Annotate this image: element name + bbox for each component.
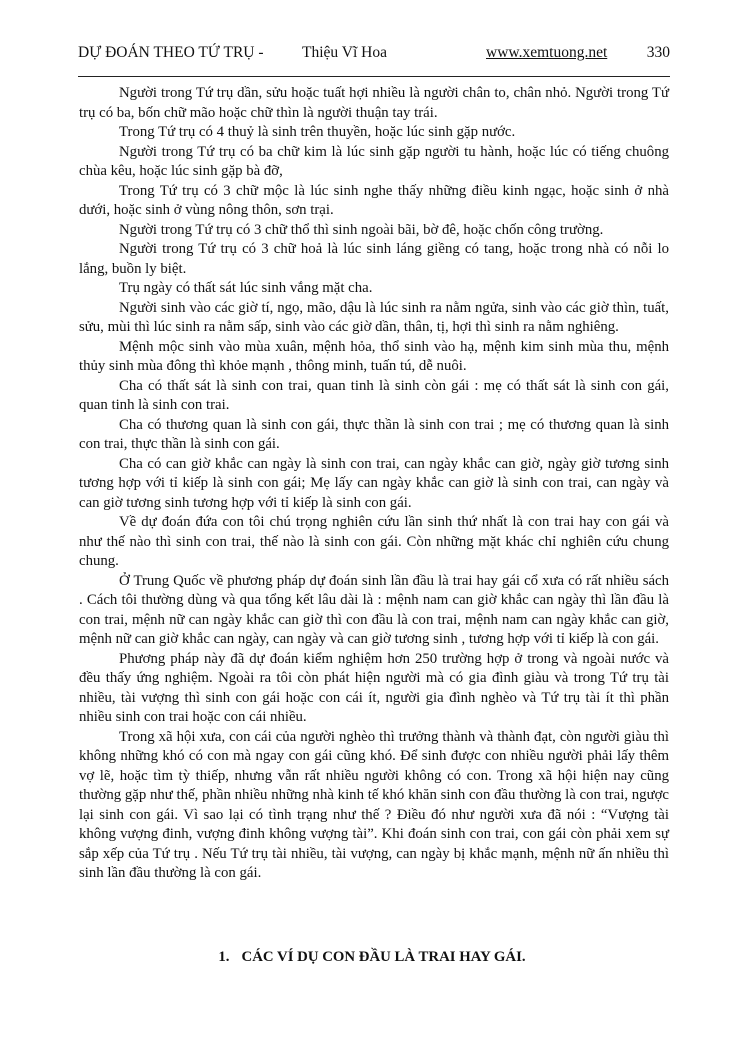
book-title: DỰ ĐOÁN THEO TỨ TRỤ - — [78, 44, 264, 61]
paragraph: Người trong Tứ trụ có 3 chữ thổ thì sinh ngoài bãi, bờ đê, hoặc chốn công trường. — [119, 221, 604, 238]
paragraph: Người trong Tứ trụ có ba chữ kim là lúc sinh gặp người tu hành, hoặc lúc có tiếng chuông chùa kêu, hoặc lúc sinh gặp bà đỡ, — [79, 143, 669, 179]
paragraph: Ở Trung Quốc về phương pháp dự đoán sinh lần đầu là trai hay gái cổ xưa có rất nhiều sách . Cách tôi thường dùng và qua tổng kết lâu dài là : mệnh nam can giờ khắc can ngày thì lần đầu là con trai, mệnh nữ can ngày khắc can giờ thì con đầu là con trai, mệnh nam can ngày khắc can giờ, mệnh nữ can giờ khắc can ngày, can ngày và can giờ tương sinh , tương hợp với tỉ kiếp là con gái. — [79, 572, 669, 647]
paragraph: Phương pháp này đã dự đoán kiểm nghiệm hơn 250 trường hợp ở trong và ngoài nước và đều thấy ứng nghiệm. Ngoài ra tôi còn phát hiện người mà có gia đình giàu và trong Tứ trụ tài nhiều, tài vượng thì sinh con gái hoặc con cái ít, người gia đình nghèo và Tứ trụ tài ít thì phần nhiều sinh con trai hoặc con cái nhiều. — [79, 650, 669, 725]
website-link[interactable]: www.xemtuong.net — [486, 44, 608, 61]
paragraph: Trong xã hội xưa, con cái của người nghèo thì trưởng thành và thành đạt, còn người giàu thì không những khó có con mà ngay con gái cũng khó. Để sinh được con nhiều người phải lấy thêm vợ lẽ, hoặc tìm tỳ thiếp, nhưng vẫn rất nhiều người không có con. Trong xã hội hiện nay cũng thường gặp như thế, phần nhiều những nhà kinh tế khó khăn sinh con đầu thường là con trai, ngược lại sinh con gái. Vì sao lại có tình trạng như thế ? Điều đó như người xưa đã nói : “Vượng tài không vượng đinh, vượng đinh không vượng tài”. Khi đoán sinh con trai, con gái còn phải xem sự sắp xếp của Tứ trụ . Nếu Tứ trụ tài nhiều, tài vượng, can ngày bị khắc mạnh, mệnh nữ ấn nhiều thì sinh lần đầu thường là con gái. — [79, 728, 669, 881]
document-body — [79, 84, 669, 884]
section-number: 1. — [218, 949, 230, 965]
author-name: Thiệu Vĩ Hoa — [302, 44, 387, 61]
page-header — [78, 44, 670, 68]
paragraph: Người sinh vào các giờ tí, ngọ, mão, dậu là lúc sinh ra nằm ngửa, sinh vào các giờ thìn, tuất, sửu, mùi thì lúc sinh ra nằm sấp, sinh vào các giờ dần, thân, tị, hợi thì sinh ra nằm nghiêng. — [79, 299, 669, 335]
section-title: CÁC VÍ DỤ CON ĐẦU LÀ TRAI HAY GÁI. — [241, 949, 526, 965]
paragraph: Trong Tứ trụ có 3 chữ mộc là lúc sinh nghe thấy những điều kinh ngạc, hoặc sinh ở nhà dưới, hoặc sinh ở vùng nông thôn, sơn trại. — [79, 182, 669, 218]
paragraph: Trụ ngày có thất sát lúc sinh vắng mặt cha. — [119, 280, 373, 296]
paragraph: Cha có thương quan là sinh con gái, thực thần là sinh con trai ; mẹ có thương quan là sinh con trai, thực thần là sinh con gái. — [79, 416, 669, 452]
paragraph: Mệnh mộc sinh vào mùa xuân, mệnh hỏa, thổ sinh vào hạ, mệnh kim sinh mùa thu, mệnh thủy sinh mùa đông thì khỏe mạnh , thông minh, tuấn tú, dễ nuôi. — [79, 338, 669, 374]
paragraph: Cha có can giờ khắc can ngày là sinh con trai, can ngày khắc can giờ, ngày giờ tương sinh tương hợp với tỉ kiếp là sinh con gái; Mẹ lấy can ngày khắc can giờ là sinh con trai, can ngày và can giờ tương sinh tương hợp với tỉ kiếp là sinh con gái. — [79, 455, 669, 511]
section-heading — [0, 947, 744, 967]
paragraph: Về dự đoán đứa con tôi chú trọng nghiên cứu lần sinh thứ nhất là con trai hay con gái và như thế nào thì sinh con trai, thế nào là sinh con gái. Còn những mặt khác chỉ nghiên cứu chung chung. — [79, 514, 669, 569]
header-divider — [78, 76, 670, 77]
paragraph: Cha có thất sát là sinh con trai, quan tinh là sinh còn gái : mẹ có thất sát là sinh con gái, quan tinh là sinh con trai. — [79, 377, 669, 413]
paragraph: Người trong Tứ trụ dần, sửu hoặc tuất hợi nhiều là người chân to, chân nhỏ. Người trong Tứ trụ có ba, bốn chữ mão hoặc chữ thìn là người thuận tay trái. — [79, 85, 669, 121]
page-number: 330 — [646, 44, 670, 61]
paragraph: Người trong Tứ trụ có 3 chữ hoả là lúc sinh láng giềng có tang, hoặc trong nhà có nỗi lo lắng, buồn ly biệt. — [79, 241, 669, 277]
paragraph: Trong Tứ trụ có 4 thuỷ là sinh trên thuyền, hoặc lúc sinh gặp nước. — [119, 124, 516, 140]
